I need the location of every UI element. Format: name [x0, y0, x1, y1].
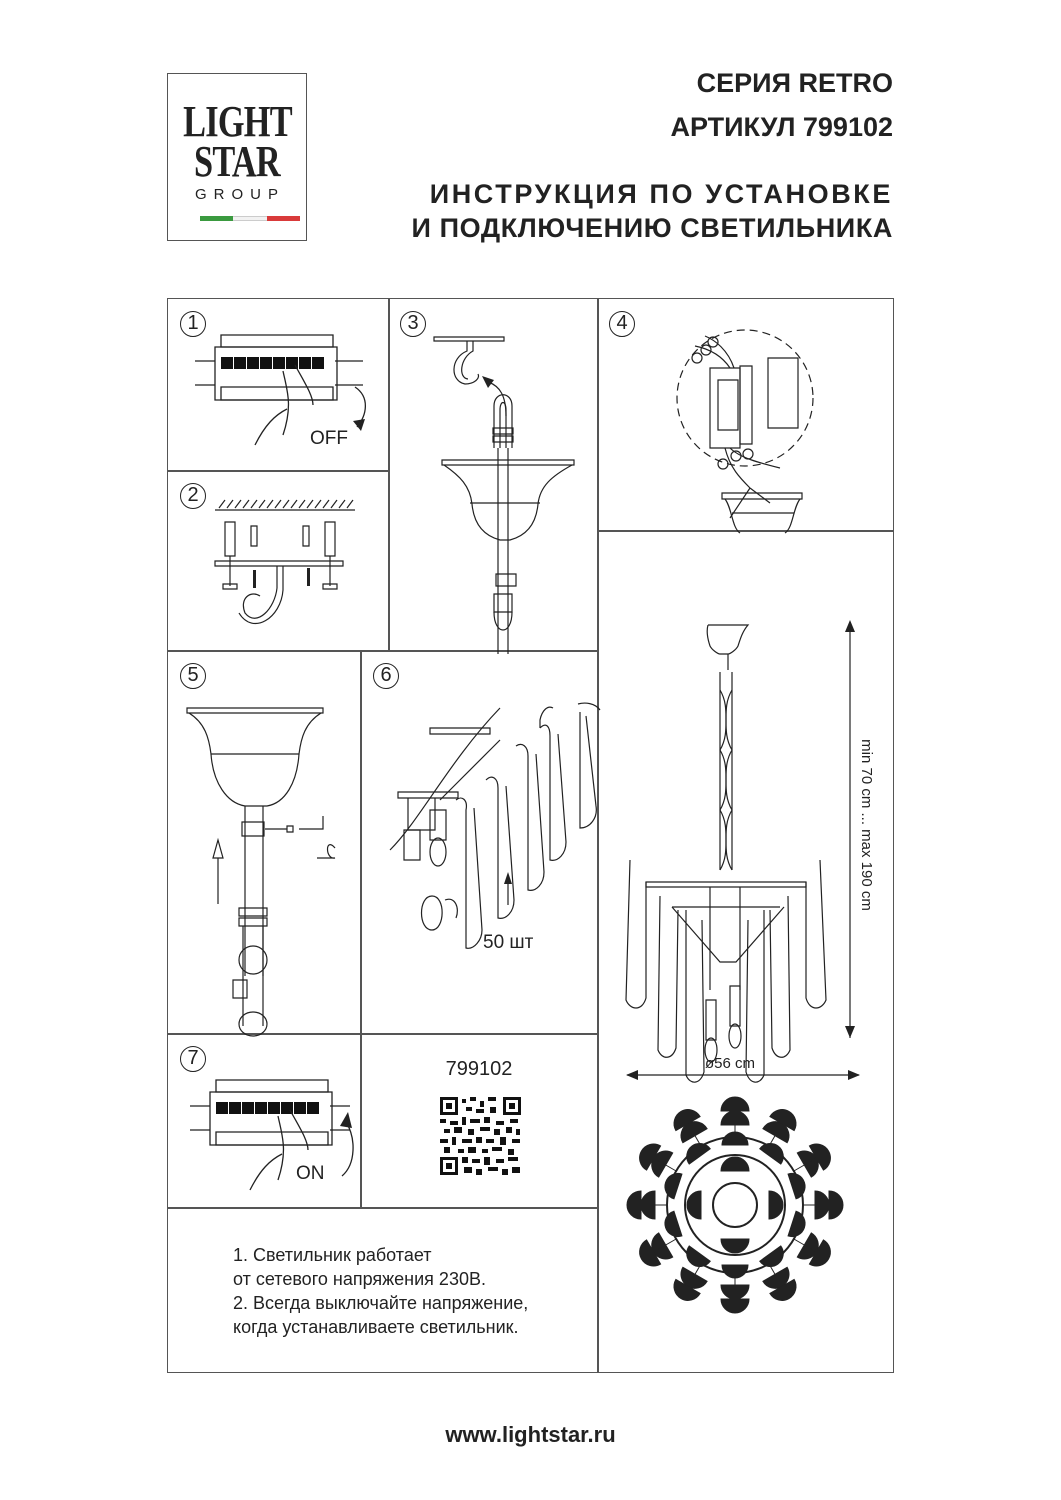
note-line: от сетевого напряжения 230В.	[233, 1269, 486, 1289]
grid-divider	[360, 650, 362, 1207]
diameter-dimension-label: ø56 cm	[704, 1055, 755, 1072]
step-number-4: 4	[609, 311, 635, 337]
pendant-count-label: 50 шт	[483, 932, 534, 953]
step-number-3: 3	[400, 311, 426, 337]
series-title: СЕРИЯ RETRO	[696, 68, 893, 98]
brand-logo	[167, 73, 307, 241]
italian-flag-stripe	[200, 216, 300, 221]
grid-divider	[388, 298, 390, 650]
grid-divider	[167, 470, 388, 472]
article-code-label: 799102	[445, 1058, 513, 1080]
note-line: 2. Всегда выключайте напряжение,	[233, 1293, 529, 1313]
step-number-2: 2	[180, 483, 206, 509]
step-number-6: 6	[373, 663, 399, 689]
chandelier-top-view-icon	[630, 1100, 840, 1310]
grid-divider	[167, 1033, 598, 1035]
article-number: АРТИКУЛ 799102	[670, 112, 893, 142]
logo-word-group: GROUP	[194, 186, 285, 203]
logo-word-light: LIGHT	[183, 97, 292, 146]
instruction-title-line1: ИНСТРУКЦИЯ ПО УСТАНОВКЕ	[429, 179, 893, 209]
height-dimension-arrow	[845, 620, 855, 1040]
qr-code-icon[interactable]	[440, 1097, 521, 1175]
website-link[interactable]: www.lightstar.ru	[445, 1422, 616, 1447]
on-label: ON	[296, 1163, 325, 1184]
canopy-fix-screw-icon	[187, 708, 357, 1033]
step-number-7: 7	[180, 1046, 206, 1072]
breaker-panel-on-icon	[190, 1080, 355, 1190]
grid-divider	[597, 298, 599, 1373]
hang-on-hook-icon	[430, 336, 590, 654]
wiring-terminal-icon	[670, 318, 830, 533]
note-line: 1. Светильник работает	[233, 1245, 432, 1265]
step-number-5: 5	[180, 663, 206, 689]
logo-word-star: STAR	[194, 137, 280, 186]
safety-notes	[233, 1243, 528, 1339]
height-dimension-label: min 70 cm ... max 190 cm	[858, 739, 875, 911]
ceiling-mount-bracket-icon	[215, 498, 355, 633]
instruction-title-line2: И ПОДКЛЮЧЕНИЮ СВЕТИЛЬНИКА	[411, 213, 893, 243]
step-number-1: 1	[180, 311, 206, 337]
grid-divider	[167, 1207, 598, 1209]
chandelier-side-view-icon	[620, 620, 820, 1040]
off-label: OFF	[310, 428, 348, 449]
note-line: когда устанавливаете светильник.	[233, 1317, 519, 1337]
